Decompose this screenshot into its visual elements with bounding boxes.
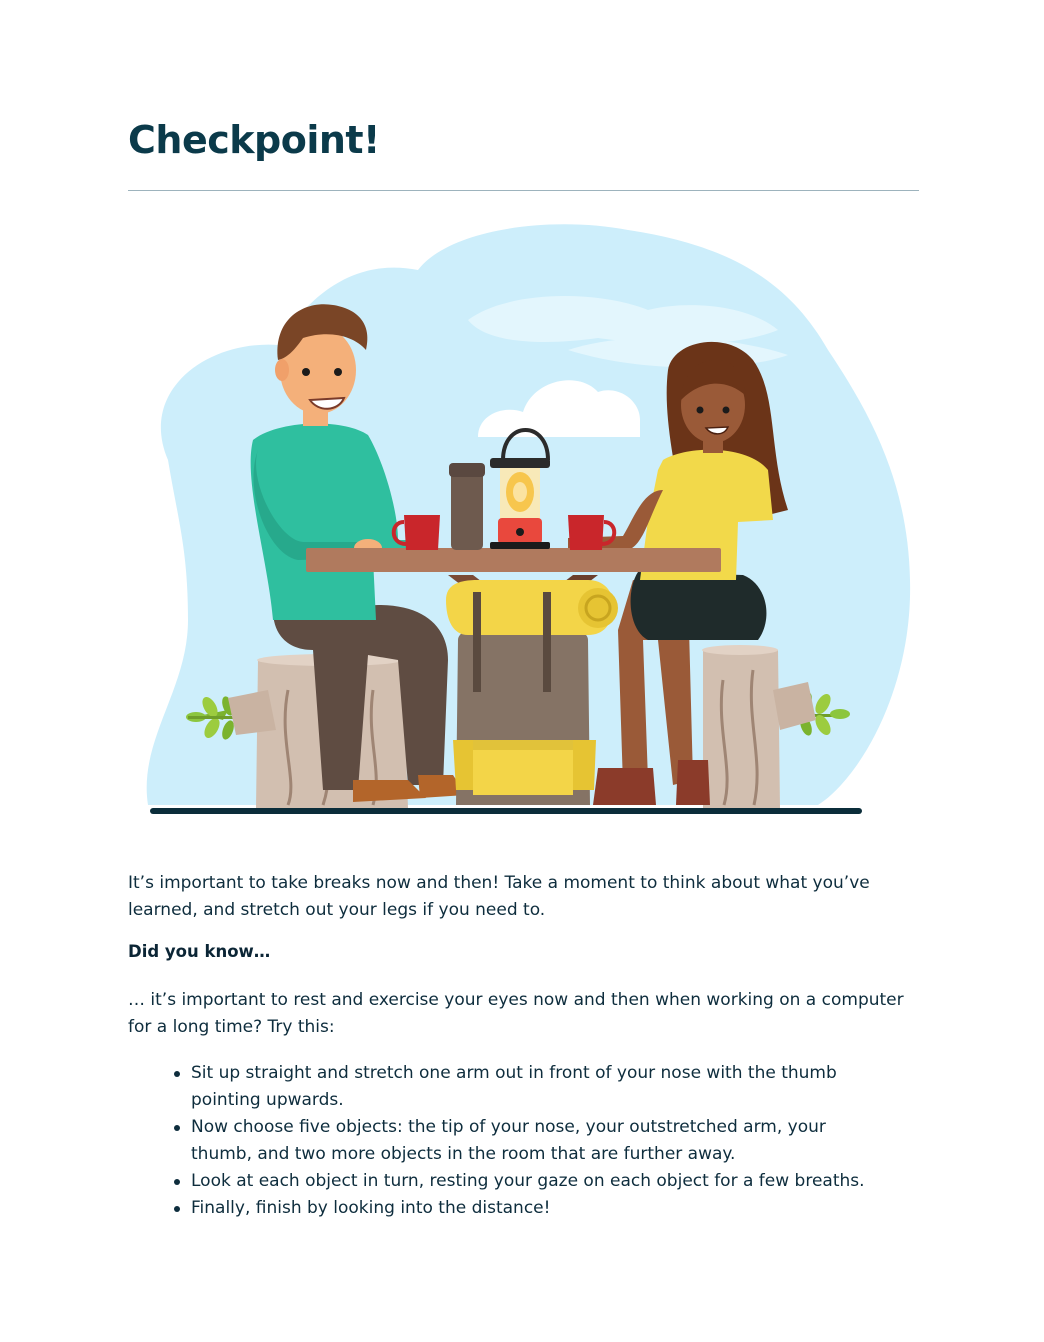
eye-exercise-list	[191, 1060, 891, 1222]
did-you-know-paragraph: … it’s important to rest and exercise your eyes now and then when working on a computer for a long time? Try this:	[128, 990, 904, 1037]
list-item-text: Look at each object in turn, resting your gaze on each object for a few breaths.	[191, 1171, 865, 1191]
bullet-icon	[174, 1071, 180, 1077]
did-you-know-heading: Did you know…	[128, 942, 271, 961]
page-title: Checkpoint!	[128, 118, 380, 162]
camping-illustration	[128, 220, 920, 820]
list-item-text: Finally, finish by looking into the distance!	[191, 1198, 551, 1218]
list-item	[191, 1060, 891, 1114]
intro-paragraph: It’s important to take breaks now and then! Take a moment to think about what you’ve learned, and stretch out your legs if you need to.	[128, 873, 870, 920]
ground-line	[150, 808, 862, 814]
list-item	[191, 1114, 891, 1168]
title-divider	[128, 190, 919, 191]
list-item-text: Sit up straight and stretch one arm out in front of your nose with the thumb pointing upwards.	[191, 1063, 837, 1110]
table-top	[306, 548, 721, 572]
checkpoint-page	[128, 0, 920, 1342]
list-item-text: Now choose five objects: the tip of your nose, your outstretched arm, your thumb, and two more objects in the room that are further away.	[191, 1117, 826, 1164]
list-item	[191, 1195, 891, 1222]
thermos	[449, 463, 485, 550]
bullet-icon	[174, 1125, 180, 1131]
bullet-icon	[174, 1179, 180, 1185]
list-item	[191, 1168, 891, 1195]
bullet-icon	[174, 1206, 180, 1212]
